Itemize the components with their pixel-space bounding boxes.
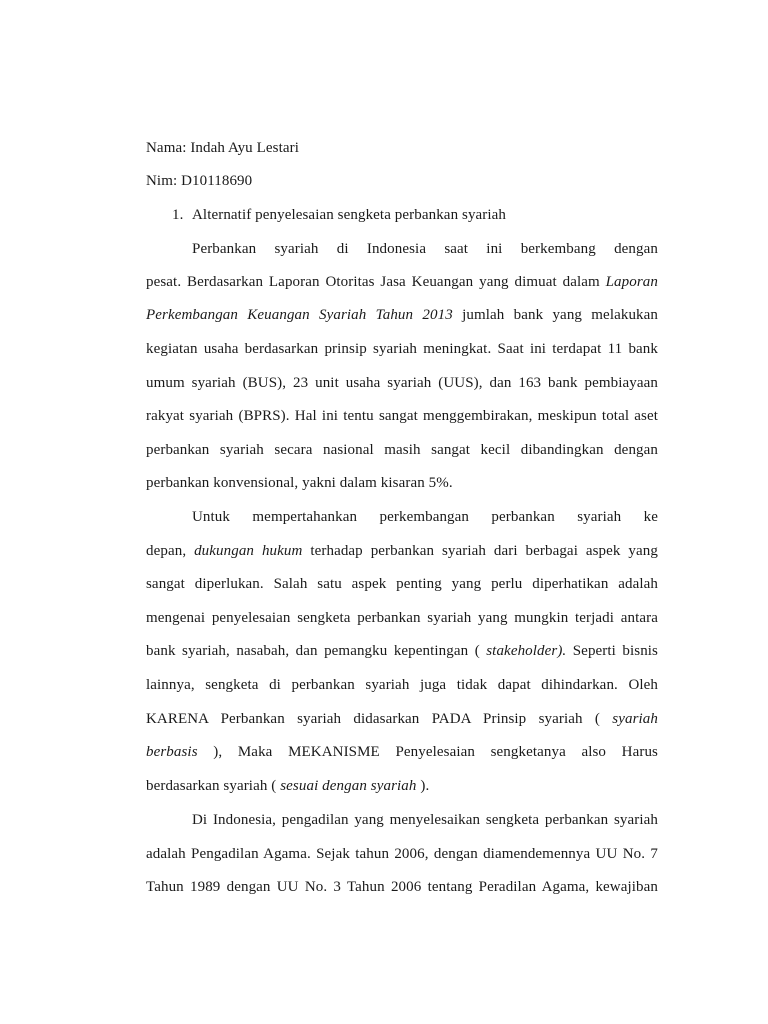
para1-line2: pesat. Berdasarkan Laporan Otoritas Jasa Keuangan yang dimuat dalam Laporan [146, 274, 658, 290]
para1-line1: Perbankan syariah di Indonesia saat ini berkembang dengan [192, 241, 658, 257]
para2-line9: berdasarkan syariah ( sesuai dengan syariah ). [146, 778, 430, 794]
list-number: 1. [172, 207, 184, 223]
para1-line7: perbankan syariah secara nasional masih sangat kecil dibandingkan dengan [146, 442, 658, 458]
para3-line3: Tahun 1989 dengan UU No. 3 Tahun 2006 tentang Peradilan Agama, kewajiban [146, 879, 658, 895]
para1-line5: umum syariah (BUS), 23 unit usaha syariah (UUS), dan 163 bank pembiayaan [146, 375, 658, 391]
para2-line4: mengenai penyelesaian sengketa perbankan syariah yang mungkin terjadi antara [146, 610, 658, 626]
para2-line7: KARENA Perbankan syariah didasarkan PADA Prinsip syariah ( syariah [146, 711, 658, 727]
para1-line4: kegiatan usaha berdasarkan prinsip syariah meningkat. Saat ini terdapat 11 bank [146, 341, 658, 357]
student-name: Nama: Indah Ayu Lestari [146, 140, 299, 156]
para3-line2: adalah Pengadilan Agama. Sejak tahun 2006, dengan diamendemennya UU No. 7 [146, 846, 658, 862]
para2-line8: berbasis ), Maka MEKANISME Penyelesaian sengketanya also Harus [146, 744, 658, 760]
para3-line1: Di Indonesia, pengadilan yang menyelesaikan sengketa perbankan syariah [192, 812, 658, 828]
para1-line8: perbankan konvensional, yakni dalam kisaran 5%. [146, 475, 453, 491]
para2-line1: Untuk mempertahankan perkembangan perbankan syariah ke [192, 509, 658, 525]
section-title: Alternatif penyelesaian sengketa perbankan syariah [192, 207, 507, 223]
student-nim: Nim: D10118690 [146, 173, 253, 189]
para1-line6: rakyat syariah (BPRS). Hal ini tentu sangat menggembirakan, meskipun total aset [146, 408, 658, 424]
para2-line2: depan, dukungan hukum terhadap perbankan syariah dari berbagai aspek yang [146, 543, 658, 559]
para2-line5: bank syariah, nasabah, dan pemangku kepentingan ( stakeholder). Seperti bisnis [146, 643, 658, 659]
para2-line3: sangat diperlukan. Salah satu aspek penting yang perlu diperhatikan adalah [146, 576, 658, 592]
para2-line6: lainnya, sengketa di perbankan syariah juga tidak dapat dihindarkan. Oleh [146, 677, 658, 693]
para1-line3: Perkembangan Keuangan Syariah Tahun 2013 jumlah bank yang melakukan [146, 307, 658, 323]
